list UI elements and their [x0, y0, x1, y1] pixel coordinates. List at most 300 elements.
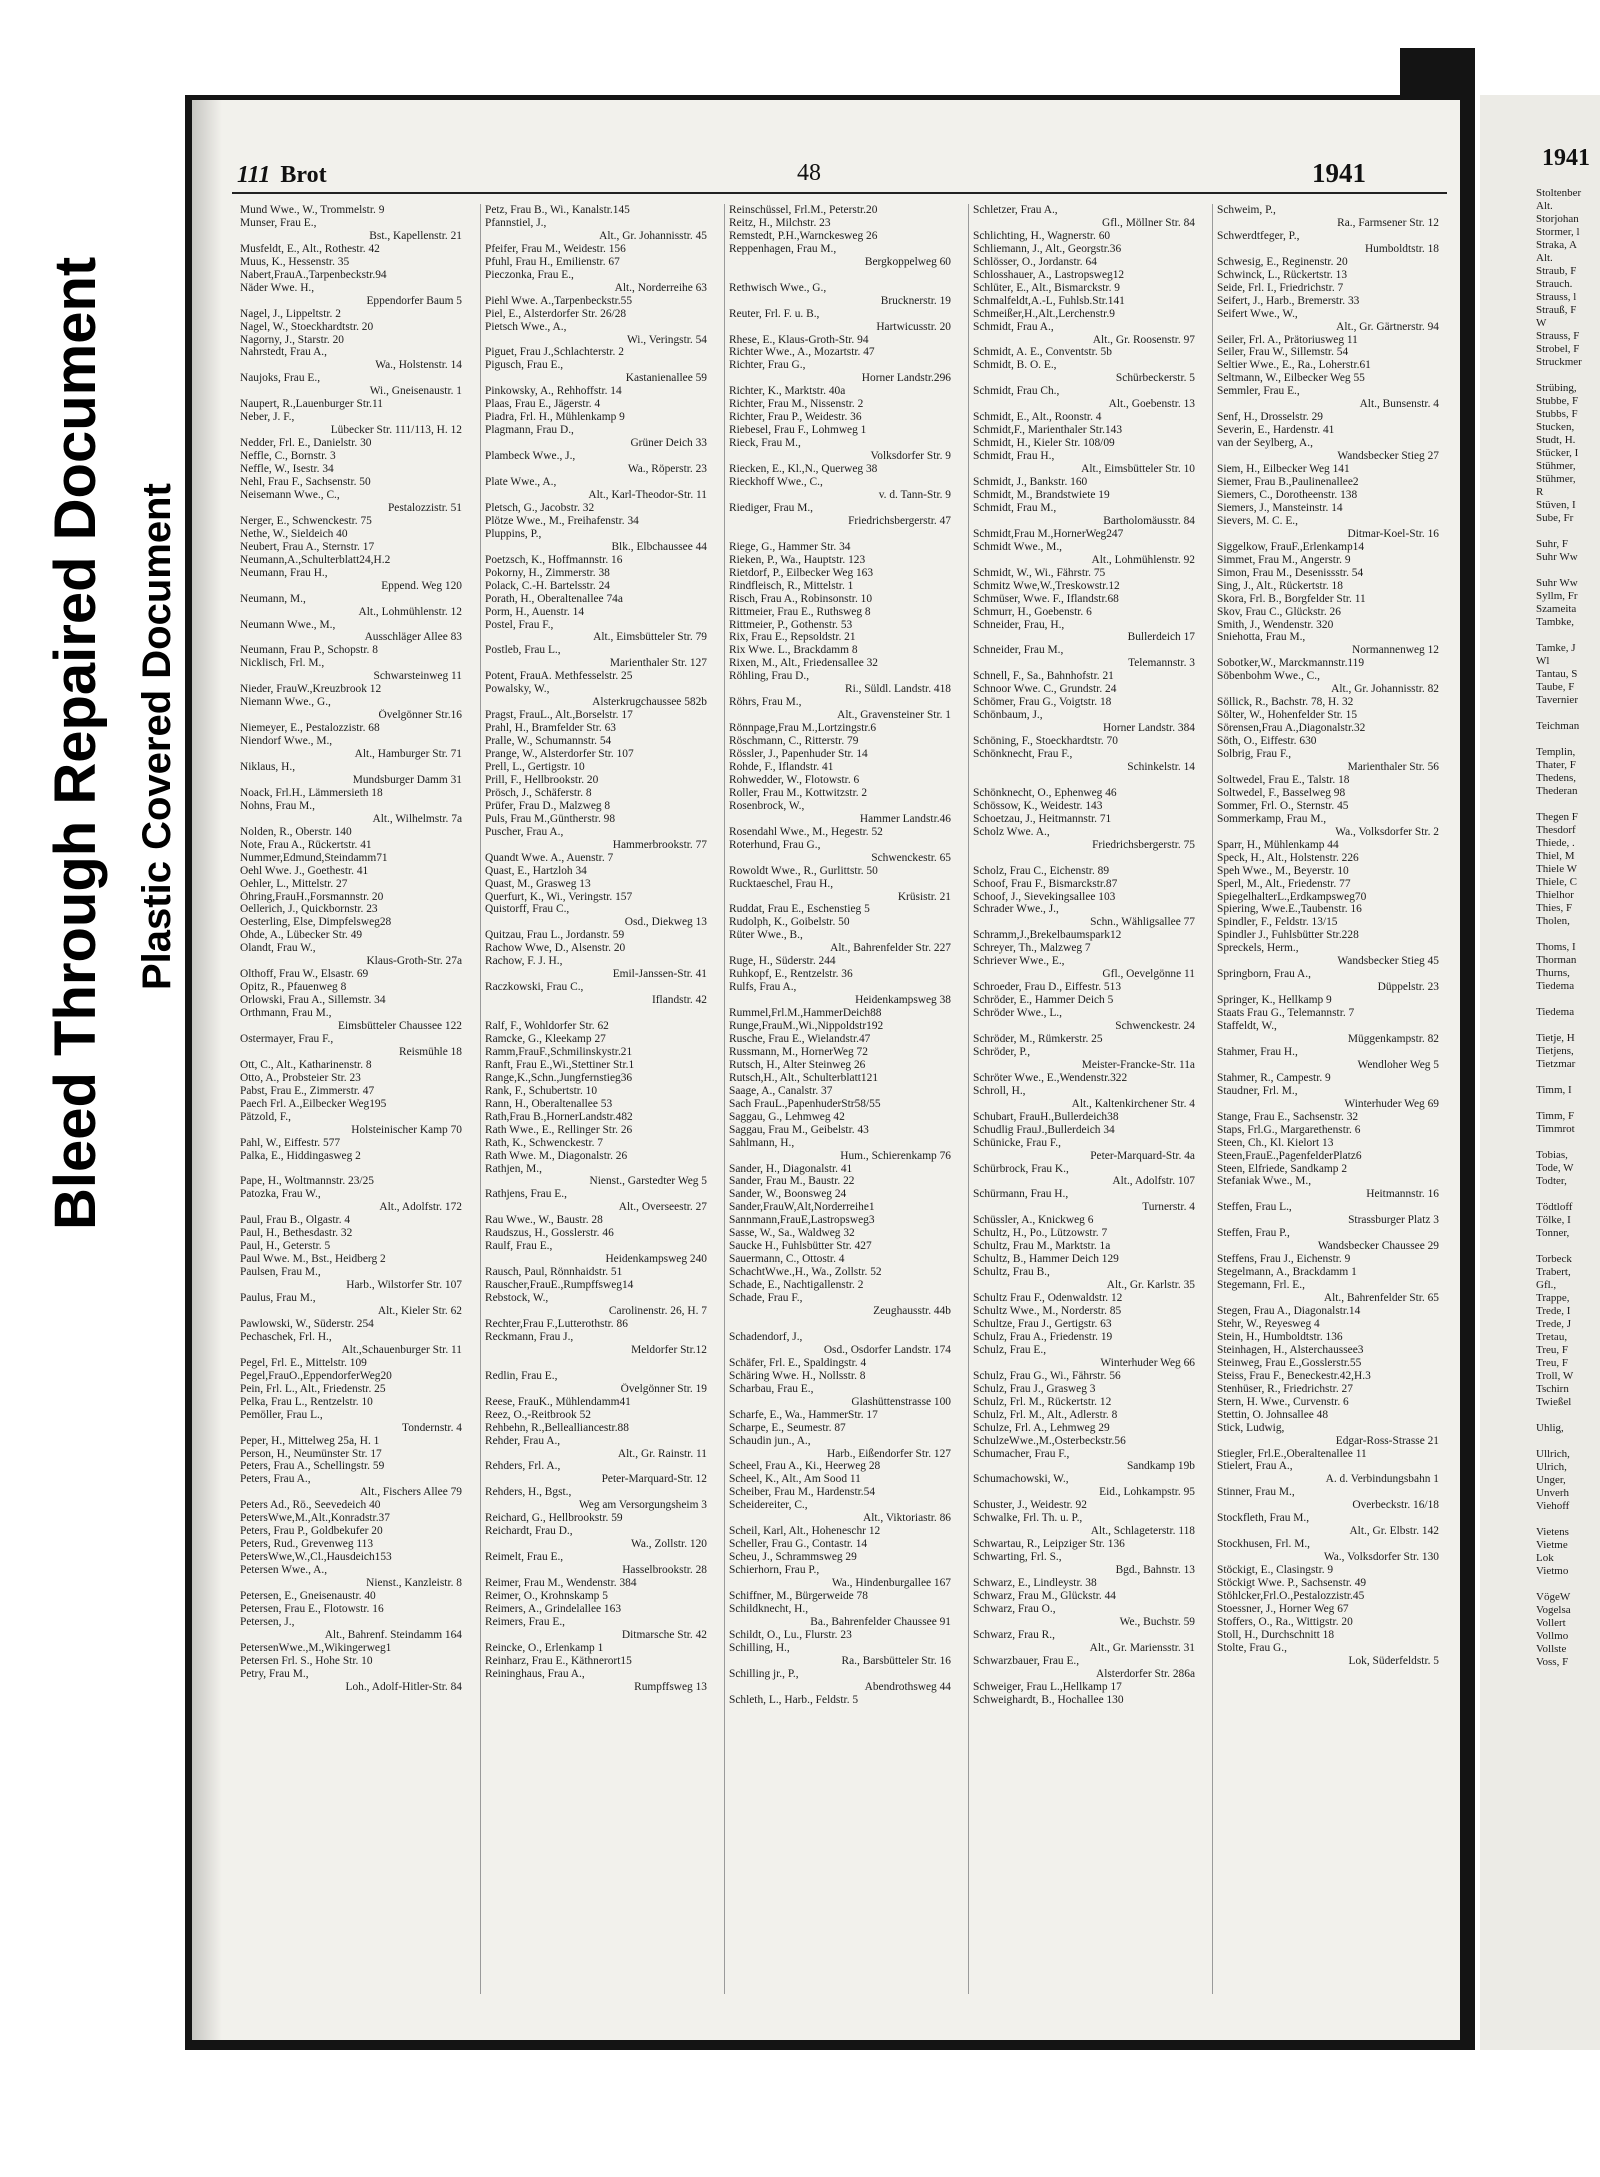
entry-continuation: Wa., Röperstr. 23 — [627, 463, 707, 476]
directory-entry: Schliemann, J., Alt., Georgstr.36 — [973, 242, 1122, 255]
directory-entry: Rieken, P., Wa., Hauptstr. 123 — [729, 553, 866, 566]
neighbor-entry: Stühmer, — [1536, 473, 1576, 485]
directory-entry: Schulz, Frl. M., Rückertstr. 12 — [973, 1395, 1112, 1408]
directory-entry: Sommerkamp, Frau M., — [1217, 812, 1327, 825]
directory-entry: Reimer, Frau M., Wendenstr. 384 — [485, 1577, 637, 1590]
directory-entry: Rethwisch Wwe., G., — [729, 281, 827, 294]
entry-continuation: Ri., Süldl. Landstr. 418 — [844, 683, 951, 696]
directory-entry: Stiegler, Frl.E.,Oberaltenallee 11 — [1217, 1447, 1367, 1460]
directory-entry: Richter, K., Marktstr. 40a — [729, 385, 846, 398]
directory-entry: Rix, Frau E., Repsoldstr. 21 — [729, 631, 856, 644]
directory-entry: Stoessner, J., Horner Weg 67 — [1217, 1602, 1349, 1615]
directory-entry: Paul, H., Bethesdastr. 32 — [240, 1227, 353, 1240]
directory-entry: Stehr, W., Reyesweg 4 — [1217, 1317, 1320, 1330]
neighbor-entry: Thederan — [1536, 785, 1578, 797]
directory-entry: Reimers, A., Grindelallee 163 — [485, 1602, 622, 1615]
entry-continuation: Zeughausstr. 44b — [873, 1305, 951, 1318]
entry-continuation: Lübecker Str. 111/113, H. 12 — [330, 424, 462, 437]
directory-entry: Sniehotta, Frau M., — [1217, 631, 1306, 644]
neighbor-entry — [1536, 1578, 1582, 1591]
entry-continuation: Ditmarsche Str. 42 — [621, 1628, 707, 1641]
neighbor-page-edge — [1480, 95, 1600, 2050]
entry-continuation: Tondernstr. 4 — [402, 1421, 462, 1434]
entry-continuation: Marienthaler Str. 56 — [1347, 760, 1439, 773]
directory-entry: Reininghaus, Frau A., — [485, 1667, 585, 1680]
directory-entry: Spindler J., Fuhlsbütter Str.228 — [1217, 929, 1359, 942]
entry-continuation: Wa., Hindenburgallee 167 — [831, 1577, 951, 1590]
directory-entry: Steffen, Frau L., — [1217, 1201, 1292, 1214]
directory-entry: Seifert Wwe., W., — [1217, 307, 1298, 320]
directory-entry: Pralle, W., Schumannstr. 54 — [485, 735, 612, 748]
directory-entry: Neumann Wwe., M., — [240, 618, 336, 631]
directory-entry: Seltier Wwe., E., Ra., Loherstr.61 — [1217, 359, 1371, 372]
directory-entry: Siggelkow, FrauF.,Erlenkamp14 — [1217, 540, 1365, 553]
neighbor-entry: Vollste — [1536, 1643, 1567, 1655]
directory-entry: Querfurt, K., Wi., Veringstr. 157 — [485, 890, 633, 903]
neighbor-entry: Tamke, J — [1536, 642, 1576, 654]
directory-entry: Sievers, M. C. E., — [1217, 514, 1298, 527]
directory-entry: Rummel,Frl.M.,HammerDeich88 — [729, 1007, 882, 1020]
entry-continuation: Wi., Gneisenaustr. 1 — [369, 385, 462, 398]
directory-entry: Riecken, E., Kl.,N., Querweg 38 — [729, 463, 878, 476]
entry-continuation: Hammer Landstr.46 — [859, 812, 951, 825]
directory-entry: Pluppins, P., — [485, 527, 542, 540]
overlay-line-1: Bleed Through Repaired Document — [43, 256, 108, 1230]
directory-entry: Reese, FrauK., Mühlendamm41 — [485, 1395, 631, 1408]
directory-entry: Quandt Wwe. A., Auenstr. 7 — [485, 851, 614, 864]
entry-continuation: Nienst., Kanzleistr. 8 — [366, 1577, 462, 1590]
entry-continuation: Ba., Bahrenfelder Chaussee 91 — [810, 1615, 951, 1628]
entry-continuation: Bergkoppelweg 60 — [864, 255, 951, 268]
entry-continuation: Pestalozzistr. 51 — [387, 501, 462, 514]
entry-continuation: Alt., Overseestr. 27 — [618, 1201, 707, 1214]
directory-entry: Schmalfeldt,A.-L, Fuhlsb.Str.141 — [973, 294, 1125, 307]
entry-continuation: Alt., Gravensteiner Str. 1 — [837, 709, 951, 722]
neighbor-entry: Treu, F — [1536, 1344, 1568, 1356]
directory-entry: Pechaschek, Frl. H., — [240, 1330, 332, 1343]
directory-entry: Reichardt, Frau D., — [485, 1525, 573, 1538]
directory-entry: Stahmer, Frau H., — [1217, 1045, 1298, 1058]
directory-entry: Rehbehn, R.,Bellealliancestr.88 — [485, 1421, 629, 1434]
directory-entry: Neffle, C., Bornstr. 3 — [240, 450, 336, 463]
directory-entry: Scholz Wwe. A., — [973, 825, 1050, 838]
directory-column-5 — [1212, 204, 1445, 1994]
directory-entry: Nummer,Edmund,Steindamm71 — [240, 851, 388, 864]
directory-entry: Schriever Wwe., E., — [973, 955, 1065, 968]
entry-continuation: Bgd., Bahnstr. 13 — [1115, 1564, 1195, 1577]
entry-continuation: Horner Landstr.296 — [861, 372, 951, 385]
neighbor-entry: Wl — [1536, 655, 1550, 667]
directory-entry: Schlichting, H., Wagnerstr. 60 — [973, 229, 1111, 242]
directory-entry: Poetzsch, K., Hoffmannstr. 16 — [485, 553, 623, 566]
directory-entry: Schürmann, Frau H., — [973, 1188, 1069, 1201]
neighbor-entry: VögeW — [1536, 1591, 1571, 1603]
entry-continuation: Harb., Wilstorfer Str. 107 — [346, 1279, 462, 1292]
directory-entry — [725, 269, 957, 282]
directory-entry: Schwarz, Frau M., Glückstr. 44 — [973, 1589, 1116, 1602]
directory-entry: Quistorff, Frau C., — [485, 903, 570, 916]
directory-entry: Otto, A., Probsteier Str. 23 — [240, 1071, 361, 1084]
entry-continuation: Alsterkrugchaussee 582b — [592, 696, 707, 709]
directory-entry: Rohde, F., Iflandstr. 41 — [729, 760, 834, 773]
neighbor-entry: Lok — [1536, 1552, 1554, 1564]
directory-entry: Schulz, Frau G., Wi., Fährstr. 56 — [973, 1369, 1121, 1382]
neighbor-page-entries — [1536, 187, 1582, 1669]
directory-entry: Nagel, W., Stoeckhardtstr. 20 — [240, 320, 374, 333]
directory-entry: Sasse, W., Sa., Waldweg 32 — [729, 1227, 855, 1240]
directory-entry: Schulz, Frau J., Grasweg 3 — [973, 1382, 1096, 1395]
directory-entry: Stinner, Frau M., — [1217, 1486, 1295, 1499]
neighbor-entry: Uhlig, — [1536, 1422, 1564, 1434]
directory-entry: Scharbau, Frau E., — [729, 1382, 814, 1395]
neighbor-entry: Voss, F — [1536, 1656, 1569, 1668]
directory-entry: Sander,FrauW,Alt,Norderreihe1 — [729, 1201, 875, 1214]
neighbor-entry — [1536, 1188, 1582, 1201]
entry-continuation: Osd., Osdorfer Landstr. 174 — [823, 1343, 951, 1356]
directory-entry: Soltwedel, Frau E., Talstr. 18 — [1217, 773, 1350, 786]
neighbor-entry: Stüven, I — [1536, 499, 1576, 511]
directory-entry: Pahl, W., Eiffestr. 577 — [240, 1136, 341, 1149]
entry-continuation: Wandsbecker Chaussee 29 — [1317, 1240, 1439, 1253]
neighbor-entry: Tietzmar — [1536, 1058, 1576, 1070]
entry-continuation: Friedrichsbergerstr. 75 — [1092, 838, 1195, 851]
entry-continuation: Meldorfer Str.12 — [631, 1343, 707, 1356]
directory-entry: Spiering, Wwe.E.,Taubenstr. 16 — [1217, 903, 1362, 916]
entry-continuation: Holsteinischer Kamp 70 — [351, 1123, 462, 1136]
directory-entry: Neisemann Wwe., C., — [240, 488, 340, 501]
directory-entry: Schudlig FrauJ.,Bullerdeich 34 — [973, 1123, 1115, 1136]
directory-entry: Pein, Frl. L., Alt., Friedenstr. 25 — [240, 1382, 386, 1395]
neighbor-entry: Thiel, M — [1536, 850, 1575, 862]
directory-entry: Ruddat, Frau E., Eschenstieg 5 — [729, 903, 870, 916]
entry-continuation: Peter-Marquard-Str. 12 — [601, 1473, 707, 1486]
neighbor-entry — [1536, 564, 1582, 577]
neighbor-entry: Stormer, l — [1536, 226, 1580, 238]
directory-entry: Rau Wwe., W., Baustr. 28 — [485, 1214, 603, 1227]
directory-entry: Seltmann, W., Eilbecker Weg 55 — [1217, 372, 1365, 385]
entry-continuation: Alt., Gr. Johannisstr. 82 — [1331, 683, 1439, 696]
directory-entry: Peters, Rud., Grevenweg 113 — [240, 1538, 374, 1551]
directory-entry: Rosendahl Wwe., M., Hegestr. 52 — [729, 825, 883, 838]
entry-continuation: Klaus-Groth-Str. 27a — [366, 955, 462, 968]
directory-entry: PetersenWwe.,M.,Wikingerweg1 — [240, 1641, 392, 1654]
directory-entry: Schmitz Wwe,W.,Treskowstr.12 — [973, 579, 1120, 592]
directory-entry: Noack, Frl.H., Lämmersieth 18 — [240, 786, 383, 799]
directory-entry: Schade, E., Nachtigallenstr. 2 — [729, 1279, 864, 1292]
directory-entry: Rehders, Frl. A., — [485, 1460, 561, 1473]
directory-entry: Palka, E., Hiddingasweg 2 — [240, 1149, 361, 1162]
directory-entry: Reinschüssel, Frl.M., Peterstr.20 — [729, 204, 878, 216]
directory-entry: Schröder, M., Rümkerstr. 25 — [973, 1033, 1103, 1045]
directory-entry: Söllick, R., Bachstr. 78, H. 32 — [1217, 696, 1354, 709]
page-code: 111 — [237, 162, 271, 188]
entry-continuation: Hartwicusstr. 20 — [876, 320, 951, 333]
entry-continuation: Volksdorfer Str. 9 — [870, 450, 951, 463]
directory-entry: Schweighardt, B., Hochallee 130 — [973, 1693, 1124, 1706]
directory-entry: Paech Frl. A.,Eilbecker Weg195 — [240, 1097, 387, 1110]
entry-continuation: Alt., Gr. Karlstr. 35 — [1106, 1279, 1195, 1292]
neighbor-entry: Thedens, — [1536, 772, 1577, 784]
directory-entry: Nicklisch, Frl. M., — [240, 657, 325, 670]
entry-continuation: Kastanienallee 59 — [625, 372, 707, 385]
directory-entry: Schweiger, Frau L.,Hellkamp 17 — [973, 1680, 1122, 1693]
entry-continuation: Alt., Kaltenkirchener Str. 4 — [1071, 1097, 1195, 1110]
directory-entry: van der Seylberg, A., — [1217, 437, 1313, 450]
page-keyword: Brot — [280, 162, 327, 188]
directory-entry: Schildknecht, H., — [729, 1602, 809, 1615]
directory-entry: Schroll, H., — [973, 1084, 1026, 1097]
entry-continuation: Ausschläger Allee 83 — [364, 631, 462, 644]
neighbor-entry: Thegen F — [1536, 811, 1578, 823]
directory-entry: Niemeyer, E., Pestalozzistr. 68 — [240, 722, 380, 735]
directory-entry: Siemer, Frau B.,Paulinenallee2 — [1217, 476, 1359, 489]
entry-continuation: Winterhuder Weg 66 — [1100, 1356, 1195, 1369]
directory-entry: Pätzold, F., — [240, 1110, 291, 1123]
directory-entry: Peters, Frau A., Schellingstr. 59 — [240, 1460, 385, 1473]
page-header-left — [237, 162, 327, 189]
directory-entry: Schmidt, B. O. E., — [973, 359, 1057, 372]
entry-continuation: Schwenckestr. 65 — [871, 851, 951, 864]
entry-continuation: Alt., Fischers Allee 79 — [359, 1486, 462, 1499]
directory-entry: Roller, Frau M., Kottwitzstr. 2 — [729, 786, 868, 799]
directory-entry: Stenhüser, R., Friedrichstr. 27 — [1217, 1382, 1353, 1395]
neighbor-entry: Strauch. — [1536, 278, 1573, 290]
neighbor-entry: Suhr Ww — [1536, 551, 1578, 563]
directory-entry: Schmidt, J., Bankstr. 160 — [973, 476, 1088, 489]
directory-entry: Pabst, Frau E., Zimmerstr. 47 — [240, 1084, 375, 1097]
neighbor-entry: W — [1536, 317, 1547, 329]
directory-entry — [969, 852, 1201, 865]
directory-entry: Schwerdtfeger, P., — [1217, 229, 1300, 242]
page-header — [192, 100, 1460, 190]
directory-entry: Schulz, Frau E., — [973, 1343, 1047, 1356]
neighbor-entry: Thurns, — [1536, 967, 1570, 979]
entry-continuation: Wa., Volksdorfer Str. 2 — [1335, 825, 1439, 838]
entry-continuation: Alt., Gr. Mariensstr. 31 — [1089, 1641, 1195, 1654]
gutter-shadow — [192, 100, 222, 2040]
directory-entry: Person, H., Neumünster Str. 17 — [240, 1447, 382, 1460]
neighbor-entry: Troll, W — [1536, 1370, 1574, 1382]
neighbor-entry — [1536, 707, 1582, 720]
directory-entry: Rudolph, K., Goibelstr. 50 — [729, 916, 850, 929]
directory-entry: Rüter Wwe., B., — [729, 929, 803, 942]
directory-entry: Reitz, H., Milchstr. 23 — [729, 216, 831, 229]
directory-entry: Nerger, E., Schwenckestr. 75 — [240, 514, 372, 527]
entry-continuation: Mundsburger Damm 31 — [352, 773, 462, 786]
directory-entry: Opitz, R., Pfauenweg 8 — [240, 981, 347, 994]
entry-continuation: Loh., Adolf-Hitler-Str. 84 — [345, 1680, 462, 1693]
directory-entry: Schwarz, Frau O., — [973, 1602, 1056, 1615]
entry-continuation: Alsterdorfer Str. 286a — [1095, 1667, 1195, 1680]
directory-entry: Schönknecht, Frau F., — [973, 748, 1073, 761]
directory-entry: Rehders, H., Bgst., — [485, 1486, 572, 1499]
directory-entry: Schwarting, Frl. S., — [973, 1551, 1062, 1564]
directory-entry: Röhling, Frau D., — [729, 670, 810, 683]
directory-entry: Reimelt, Frau E., — [485, 1551, 564, 1564]
directory-entry: Pigusch, Frau E., — [485, 359, 564, 372]
directory-entry: Scholz, Frau C., Eichenstr. 89 — [973, 864, 1110, 877]
entry-continuation: Hum., Schierenkamp 76 — [840, 1149, 951, 1162]
directory-entry: Pragst, FrauL., Alt.,Borselstr. 17 — [485, 709, 633, 722]
entry-continuation: Bst., Kapellenstr. 21 — [369, 229, 462, 242]
directory-entry: Niklaus, H., — [240, 760, 296, 773]
directory-entry: Paul, Frau B., Olgastr. 4 — [240, 1214, 351, 1227]
directory-entry: Potent, FrauA. Methfesselstr. 25 — [485, 670, 633, 683]
overlay-line-2: Plastic Covered Document — [135, 483, 179, 990]
directory-entry: Scharpe, E., Seumestr. 87 — [729, 1421, 846, 1434]
directory-entry: Söbenbohm Wwe., C., — [1217, 670, 1320, 683]
directory-entry: Näder Wwe. H., — [240, 281, 315, 294]
directory-entry: Staudner, Frl. M., — [1217, 1084, 1298, 1097]
neighbor-entry: Stoltenber — [1536, 187, 1582, 199]
directory-entry: Steen,FrauE.,PagenfelderPlatz6 — [1217, 1149, 1362, 1162]
neighbor-entry — [1536, 928, 1582, 941]
neighbor-entry — [1536, 1019, 1582, 1032]
directory-entry — [969, 774, 1201, 787]
directory-entry: Seiler, Frl. A., Prätoriusweg 11 — [1217, 333, 1358, 346]
entry-continuation: Eimsbütteler Chaussee 122 — [337, 1020, 462, 1033]
neighbor-entry: Syllm, Fr — [1536, 590, 1578, 602]
directory-entry: Sörensen,Frau A.,Diagonalstr.32 — [1217, 722, 1366, 735]
directory-entry: Plambeck Wwe., J., — [485, 450, 576, 463]
directory-entry: Schönknecht, O., Ephenweg 46 — [973, 786, 1117, 799]
neighbor-entry: Ulrich, — [1536, 1461, 1567, 1473]
directory-entry: Schultz, B., Hammer Deich 129 — [973, 1253, 1119, 1266]
directory-entry — [725, 528, 957, 541]
neighbor-entry: Szameita — [1536, 603, 1577, 615]
directory-entry: Peters, Frau P., Goldbekufer 20 — [240, 1525, 383, 1538]
entry-continuation: Schwarsteinweg 11 — [373, 670, 462, 683]
entry-continuation: Alt., Gr. Gärtnerstr. 94 — [1336, 320, 1439, 333]
entry-continuation: Ra., Farmsener Str. 12 — [1337, 216, 1439, 229]
entry-continuation: Brucknerstr. 19 — [880, 294, 951, 307]
directory-entry: Spindler, F., Feldstr. 13/15 — [1217, 916, 1338, 929]
directory-entry: Stern, H. Wwe., Curvenstr. 6 — [1217, 1395, 1349, 1408]
entry-continuation: Hasselbrookstr. 28 — [622, 1564, 707, 1577]
directory-entry: Plötze Wwe., M., Freihafenstr. 34 — [485, 514, 639, 527]
neighbor-entry: Storjohan — [1536, 213, 1579, 225]
directory-entry: Schäfer, Frl. E., Spaldingstr. 4 — [729, 1356, 867, 1369]
directory-column-4 — [968, 204, 1201, 1994]
neighbor-entry: Stühmer, — [1536, 460, 1576, 472]
neighbor-entry — [1536, 369, 1582, 382]
entry-continuation: Schn., Wähligsallee 77 — [1090, 916, 1195, 929]
directory-entry: Prill, F., Hellbrookstr. 20 — [485, 773, 599, 786]
directory-entry: Rieck, Frau M., — [729, 437, 801, 450]
directory-entry: Stolte, Frau G., — [1217, 1641, 1287, 1654]
directory-entry: Rathjens, Frau E., — [485, 1188, 567, 1201]
directory-entry: Seide, Frl. I., Friedrichstr. 7 — [1217, 281, 1344, 294]
directory-entry: Roterhund, Frau G., — [729, 838, 821, 851]
directory-entry: Rössler, J., Papenhuder Str. 14 — [729, 748, 868, 761]
directory-entry: Nahrstedt, Frau A., — [240, 346, 327, 359]
directory-entry: SchachtWwe.,H., Wa., Zollstr. 52 — [729, 1266, 882, 1279]
directory-entry: Reichard, G., Hellbrookstr. 59 — [485, 1512, 623, 1525]
directory-entry: Schoetzau, J., Heitmannstr. 71 — [973, 812, 1112, 825]
directory-entry: Range,K.,Schn.,Jungfernstieg36 — [485, 1071, 633, 1084]
entry-continuation: Alt.,Schauenburger Str. 11 — [341, 1343, 462, 1356]
directory-entry: Munser, Frau E., — [240, 216, 317, 229]
neighbor-entry: Tobias, — [1536, 1149, 1568, 1161]
directory-entry: Raulf, Frau E., — [485, 1240, 553, 1253]
neighbor-entry — [1536, 1409, 1582, 1422]
directory-entry: Petersen Frl. S., Hohe Str. 10 — [240, 1654, 373, 1667]
directory-entry: Schmidt,Frau M.,HornerWeg247 — [973, 527, 1124, 540]
neighbor-entry: Thiede, . — [1536, 837, 1575, 849]
directory-entry: Pokorny, H., Zimmerstr. 38 — [485, 566, 610, 579]
directory-entry: Rittmeier, Frau E., Ruthsweg 8 — [729, 605, 871, 618]
directory-entry: Saucke H., Fuhlsbütter Str. 427 — [729, 1240, 872, 1253]
entry-continuation: Wendloher Weg 5 — [1357, 1058, 1439, 1071]
directory-entry: Oehl Wwe. J., Goethestr. 41 — [240, 864, 369, 877]
directory-entry: Schmidt, H., Kieler Str. 108/09 — [973, 437, 1115, 450]
directory-entry: Schwartau, R., Leipziger Str. 136 — [973, 1538, 1125, 1551]
directory-entry: Pfuhl, Frau H., Emilienstr. 67 — [485, 255, 620, 268]
directory-entry: Schoof, Frau F., Bismarckstr.87 — [973, 877, 1118, 890]
directory-entry: Schmidt, A. E., Conventstr. 5b — [973, 346, 1112, 359]
neighbor-entry: Studt, H. — [1536, 434, 1576, 446]
directory-entry: Ott, C., Alt., Katharinenstr. 8 — [240, 1058, 372, 1071]
directory-entry: Petersen, J., — [240, 1615, 295, 1628]
directory-entry: Seifert, J., Harb., Bremerstr. 33 — [1217, 294, 1360, 307]
neighbor-entry: Tambke, — [1536, 616, 1575, 628]
entry-continuation: Wa., Volksdorfer Str. 130 — [1323, 1551, 1439, 1564]
directory-entry: Quast, E., Hartzloh 34 — [485, 864, 587, 877]
directory-entry: Ralf, F., Wohldorfer Str. 62 — [485, 1020, 609, 1033]
entry-continuation: Reismühle 18 — [399, 1045, 462, 1058]
entry-continuation: Alt., Adolfstr. 172 — [379, 1201, 462, 1214]
directory-entry: Rath Wwe., E., Rellinger Str. 26 — [485, 1123, 633, 1136]
directory-entry: Solbrig, Frau F., — [1217, 748, 1292, 761]
directory-entry: Rachow, F. J. H., — [485, 955, 563, 968]
directory-entry: Paulsen, Frau M., — [240, 1266, 321, 1279]
directory-entry: Schlosshauer, A., Lastropsweg12 — [973, 268, 1125, 281]
directory-entry: Ohde, A., Lübecker Str. 49 — [240, 929, 363, 942]
directory-entry: Musfeldt, E., Alt., Rothestr. 42 — [240, 242, 380, 255]
directory-entry: Porm, H., Auenstr. 14 — [485, 605, 585, 618]
neighbor-entry: Suhr, F — [1536, 538, 1568, 550]
directory-entry: Rath Wwe. M., Diagonalstr. 26 — [485, 1149, 628, 1162]
neighbor-entry: Tödtloff — [1536, 1201, 1573, 1213]
directory-entry: Schubart, FrauH.,Bullerdeich38 — [973, 1110, 1119, 1123]
entry-continuation: Wa., Holstenstr. 14 — [375, 359, 462, 372]
directory-entry: Piadra, Frl. H., Mühlenkamp 9 — [485, 411, 625, 424]
page-number: 48 — [797, 160, 821, 186]
entry-continuation: Eppend. Weg 120 — [381, 579, 462, 592]
directory-entry: Paul Wwe. M., Bst., Heidberg 2 — [240, 1253, 386, 1266]
directory-entry: Steffen, Frau P., — [1217, 1227, 1290, 1240]
neighbor-entry: Alt. — [1536, 200, 1553, 212]
entry-continuation: Wa., Zollstr. 120 — [631, 1538, 707, 1551]
directory-entry: Scheu, J., Schrammsweg 29 — [729, 1551, 857, 1564]
directory-entry: Rucktaeschel, Frau H., — [729, 877, 834, 890]
directory-entry: Pletsch, G., Jacobstr. 32 — [485, 501, 595, 514]
neighbor-entry: Vollmo — [1536, 1630, 1569, 1642]
directory-entry: Severin, E., Hardenstr. 41 — [1217, 424, 1335, 437]
directory-entry — [725, 1318, 957, 1331]
directory-entry: Sach FrauL.,PapenhuderStr58/55 — [729, 1097, 881, 1110]
entry-continuation: Nienst., Garstedter Weg 5 — [589, 1175, 707, 1188]
entry-continuation: Telemannstr. 3 — [1128, 657, 1195, 670]
directory-entry: Rulfs, Frau A., — [729, 981, 797, 994]
neighbor-entry: Trede, J — [1536, 1318, 1572, 1330]
entry-continuation: Glashüttenstrasse 100 — [851, 1395, 951, 1408]
entry-continuation: Lok, Süderfeldstr. 5 — [1348, 1654, 1439, 1667]
entry-continuation: Abendrothsweg 44 — [864, 1680, 951, 1693]
neighbor-entry: Tavernier — [1536, 694, 1578, 706]
directory-entry: Rebstock, W., — [485, 1292, 549, 1305]
entry-continuation: Heitmannstr. 16 — [1366, 1188, 1439, 1201]
